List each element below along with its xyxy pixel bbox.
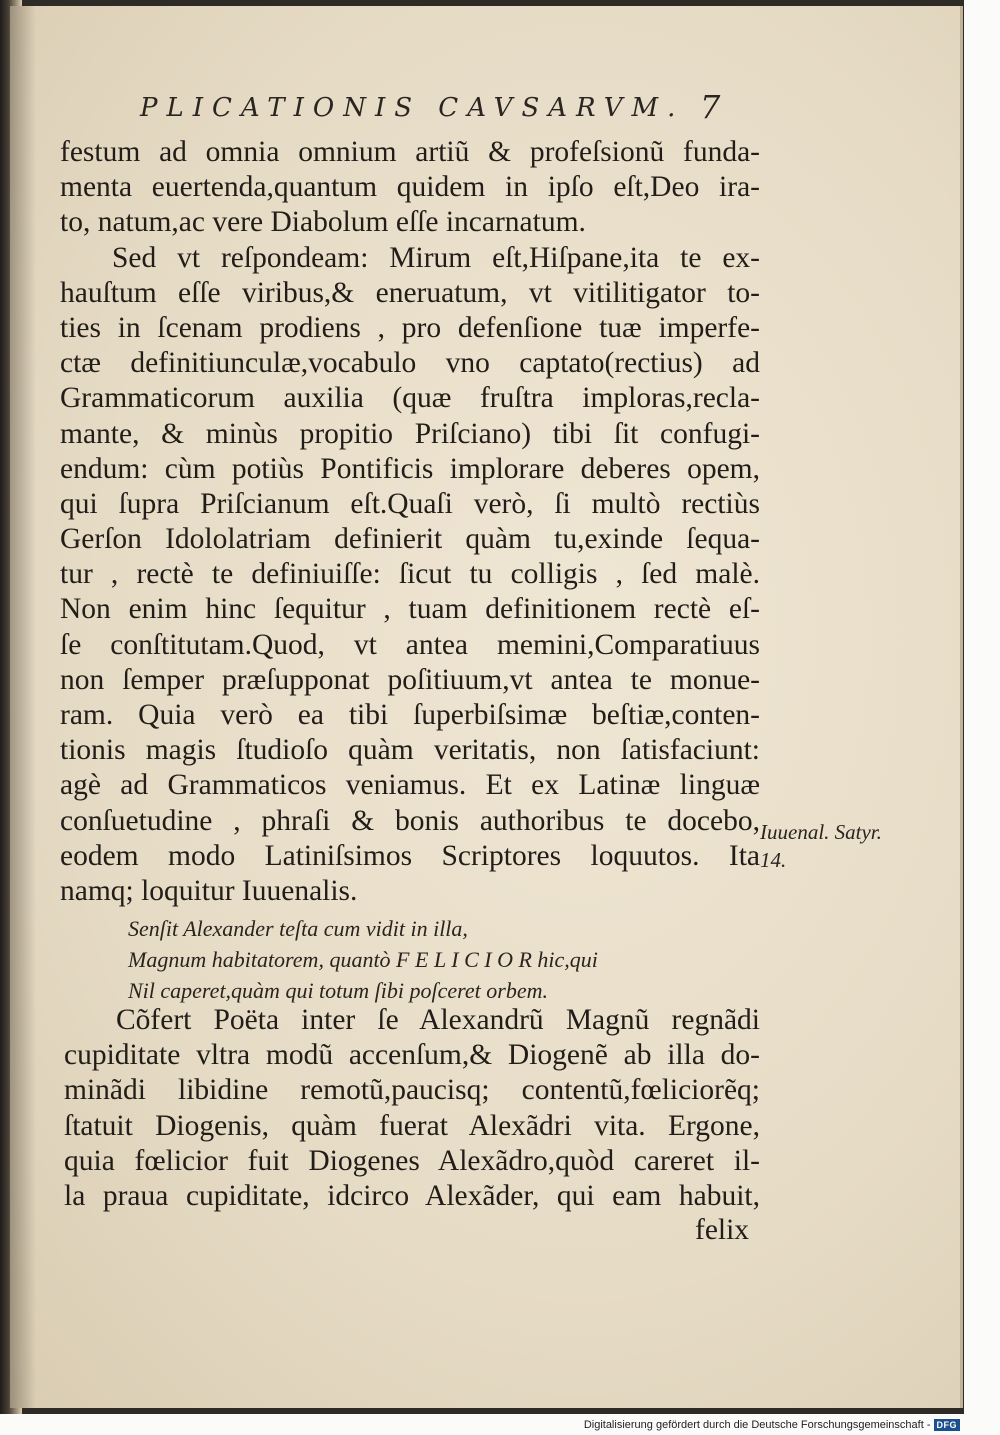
verse-line: Senſit Alexander teſta cum vidit in illa,	[128, 916, 468, 941]
catchword: felix	[695, 1214, 750, 1246]
text-line: non ſemper præſupponat poſitiuum,vt antea te monue-	[60, 663, 760, 696]
page-number: 7	[700, 88, 721, 126]
marginal-note-source: Iuuenal. Satyr.	[760, 820, 882, 844]
verse-line: Magnum habitatorem, quantò F E L I C I O R hic,qui	[128, 947, 598, 972]
margin-strip	[964, 0, 1000, 1414]
running-title: PLICATIONIS CAVSARVM.	[140, 93, 685, 123]
verse-line: Nil caperet,quàm qui totum ſibi poſceret orbem.	[128, 978, 548, 1003]
text-line: tionis magis ſtudioſo quàm veritatis, non ſatisfaciunt:	[60, 734, 760, 767]
text-line: ram. Quia verò ea tibi ſuperbiſsimæ beſtiæ,conten-	[60, 699, 760, 731]
text-line: mante, & minùs propitio Priſciano) tibi ſit confugi-	[60, 417, 760, 450]
text-line: tur , rectè te definiuiſſe: ſicut tu colligis , ſed malè.	[60, 558, 760, 591]
verse-quotation	[128, 913, 728, 1006]
main-text-block	[60, 135, 760, 909]
text-line: ſtatuit Diogenis, quàm fuerat Alexãdri vita. Ergone,	[64, 1109, 760, 1142]
text-line: quia fœlicior fuit Diogenes Alexãdro,quòd careret il-	[64, 1144, 760, 1177]
text-line: minãdi libidine remotũ,paucisq; contentũ,fœliciorẽq;	[64, 1074, 760, 1107]
text-line: to, natum,ac vere Diabolum eſſe incarnatum.	[60, 206, 586, 239]
text-line: ties in ſcenam prodiens , pro defenſione tuæ imperfe-	[60, 311, 760, 344]
text-line: cupiditate vltra modũ accenſum,& Diogenẽ ab illa do-	[64, 1039, 760, 1072]
text-line: Gerſon Idololatriam definierit quàm tu,exinde ſequa-	[60, 523, 760, 556]
text-line: conſuetudine , phraſi & bonis authoribus te docebo,	[60, 804, 760, 837]
text-line: menta euertenda,quantum quidem in ipſo eſt,Deo ira-	[60, 171, 760, 204]
text-line: eodem modo Latiniſsimos Scriptores loquutos. Ita	[60, 839, 760, 872]
text-line: la praua cupiditate, idcirco Alexãder, qui eam habuit,	[64, 1179, 760, 1212]
text-line: ctæ definitiunculæ,vocabulo vno captato(rectius) ad	[60, 347, 760, 380]
text-line: Cõfert Poëta inter ſe Alexandrũ Magnũ regnãdi	[116, 1004, 760, 1036]
text-line: namq; loquitur Iuuenalis.	[60, 874, 358, 907]
text-line: Grammaticorum auxilia (quæ fruſtra imploras,recla-	[60, 382, 760, 415]
text-line: agè ad Grammaticos veniamus. Et ex Latinæ linguæ	[60, 769, 760, 802]
text-line: qui ſupra Priſcianum eſt.Quaſi verò, ſi multò rectiùs	[60, 487, 760, 520]
text-line: Non enim hinc ſequitur , tuam definitionem rectè eſ-	[60, 593, 760, 626]
gutter-shadow	[10, 6, 36, 1408]
marginal-note	[760, 818, 882, 874]
text-line: endum: cùm potiùs Pontificis implorare deberes opem,	[60, 452, 760, 485]
text-line: festum ad omnia omnium artiũ & profeſsionũ funda-	[60, 136, 760, 168]
text-line: ſe conſtitutam.Quod, vt antea memini,Comparatiuus	[60, 628, 760, 661]
text-line: hauſtum eſſe viribus,& eneruatum, vt vitilitigator to-	[60, 276, 760, 309]
digitization-credit	[584, 1419, 960, 1431]
text-line: Sed vt reſpondeam: Mirum eſt,Hiſpane,ita te ex-	[112, 241, 760, 274]
dfg-logo-icon: DFG	[934, 1419, 961, 1431]
continuation-text-block	[64, 1003, 760, 1214]
credit-text: Digitalisierung gefördert durch die Deutsche Forschungsgemeinschaft -	[583, 1419, 931, 1431]
marginal-note-number: 14.	[760, 848, 787, 872]
